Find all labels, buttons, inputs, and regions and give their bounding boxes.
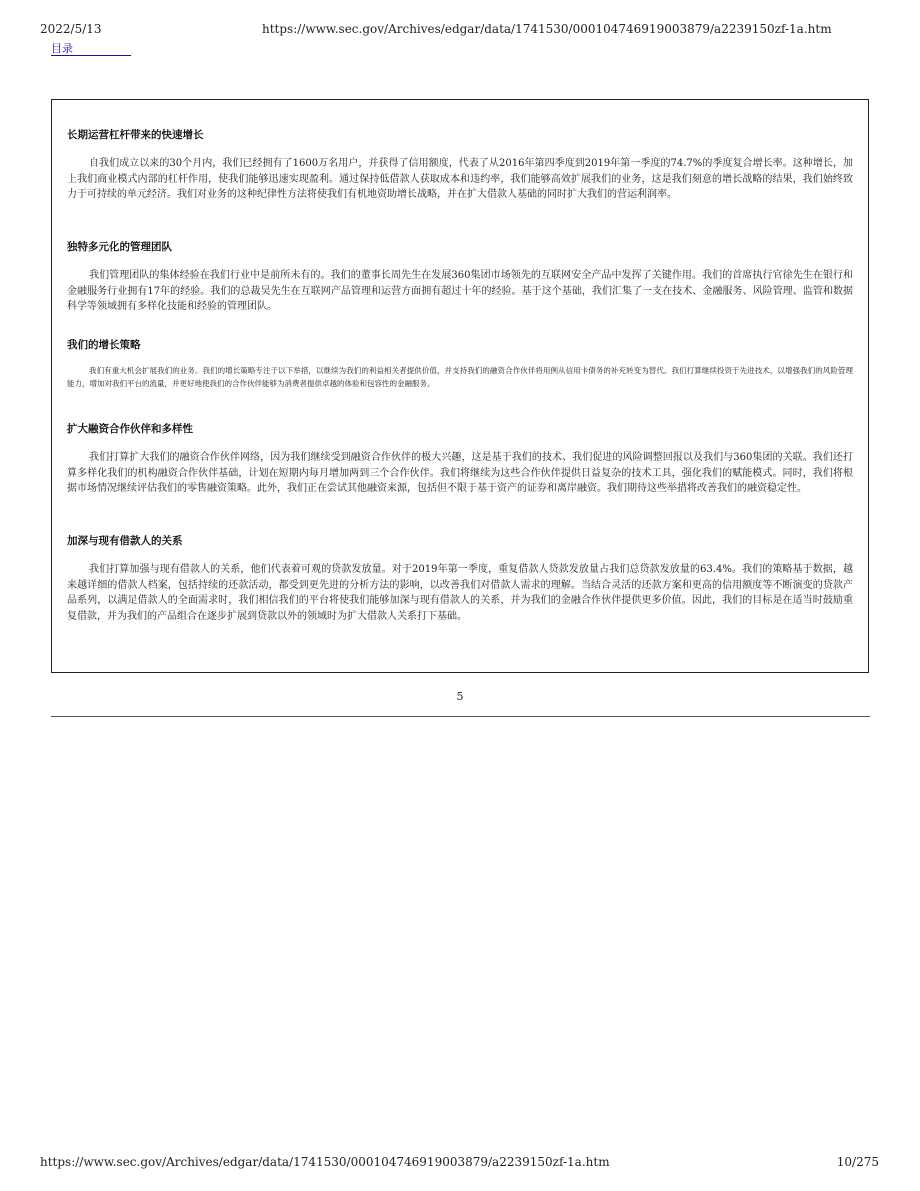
- section-rapid-growth: [67, 128, 853, 203]
- section-title: 独特多元化的管理团队: [67, 241, 172, 253]
- section-title: 长期运营杠杆带来的快速增长: [67, 129, 204, 141]
- section-body: 我们有重大机会扩展我们的业务。我们的增长策略专注于以下举措，以继续为我们的利益相关者提供价值，并支持我们的融资合作伙伴将用例从信用卡债务的补充转变为替代。我们打算继续投资于先进技术，以增强我们的风险管理能力，增加对我们平台的流量，并更好地使我们的合作伙伴能够为消费者提供卓越的体验和包容性的金融服务。: [67, 366, 853, 388]
- print-header-url: https://www.sec.gov/Archives/edgar/data/1741530/000104746919003879/a2239150zf-1a.htm: [262, 22, 832, 36]
- toc-link[interactable]: 目录: [51, 43, 131, 56]
- section-title: 我们的增长策略: [67, 339, 141, 351]
- section-funding-partners: [67, 422, 853, 497]
- print-page-count: 10/275: [836, 1155, 879, 1169]
- section-title: 扩大融资合作伙伴和多样性: [67, 423, 193, 435]
- section-body: 我们打算加强与现有借款人的关系，他们代表着可观的贷款发放量。对于2019年第一季度，重复借款人贷款发放量占我们总贷款发放量的63.4%。我们的策略基于数据，越来越详细的借款人档案，包括持续的还款活动，都受到更先进的分析方法的影响，以改善我们对借款人需求的理解。当结合灵活的还款方案和更高的信用额度等不断演变的贷款产品系列，以满足借款人的全面需求时，我们相信我们的平台将使我们能够加深与现有借款人的关系，并为我们的金融合作伙伴提供更多价值。因此，我们的目标是在适当时鼓励重复借款，并为我们的产品组合在逐步扩展到贷款以外的领域时为扩大借款人关系打下基础。: [67, 564, 853, 622]
- divider: [51, 716, 870, 717]
- section-title: 加深与现有借款人的关系: [67, 535, 183, 547]
- print-date: 2022/5/13: [40, 22, 102, 36]
- section-body: 我们管理团队的集体经验在我们行业中是前所未有的。我们的董事长周先生在发展360集团市场领先的互联网安全产品中发挥了关键作用。我们的首席执行官徐先生在银行和金融服务行业拥有17年的经验。我们的总裁吴先生在互联网产品管理和运营方面拥有超过十年的经验。基于这个基础，我们汇集了一支在技术、金融服务、风险管理、监管和数据科学等领域拥有多样化技能和经验的管理团队。: [67, 270, 853, 312]
- content-box: [51, 99, 869, 673]
- section-growth-strategy: [67, 338, 853, 390]
- section-management-team: [67, 240, 853, 315]
- section-body: 我们打算扩大我们的融资合作伙伴网络，因为我们继续受到融资合作伙伴的极大兴趣，这是基于我们的技术、我们促进的风险调整回报以及我们与360集团的关联。我们还打算多样化我们的机构融资合作伙伴基础，计划在短期内每月增加两到三个合作伙伴。我们将继续为这些合作伙伴提供日益复杂的技术工具，强化我们的赋能模式。同时，我们将根据市场情况继续评估我们的零售融资策略。此外，我们正在尝试其他融资来源，包括但不限于基于资产的证券和离岸融资。我们期待这些举措将改善我们的融资稳定性。: [67, 452, 853, 494]
- print-footer-url: https://www.sec.gov/Archives/edgar/data/1741530/000104746919003879/a2239150zf-1a.htm: [40, 1155, 610, 1169]
- page-number: 5: [456, 690, 464, 703]
- section-body: 自我们成立以来的30个月内，我们已经拥有了1600万名用户，并获得了信用额度，代表了从2016年第四季度到2019年第一季度的74.7%的季度复合增长率。这种增长，加上我们商业模式内部的杠杆作用，使我们能够迅速实现盈利。通过保持低借款人获取成本和违约率，我们能够高效扩展我们的业务，这是我们刻意的增长战略的结果，我们始终致力于可持续的单元经济。我们对业务的这种纪律性方法将使我们有机地资助增长战略，并在扩大借款人基础的同时扩大我们的营运利润率。: [67, 158, 853, 200]
- section-borrower-relationships: [67, 534, 853, 624]
